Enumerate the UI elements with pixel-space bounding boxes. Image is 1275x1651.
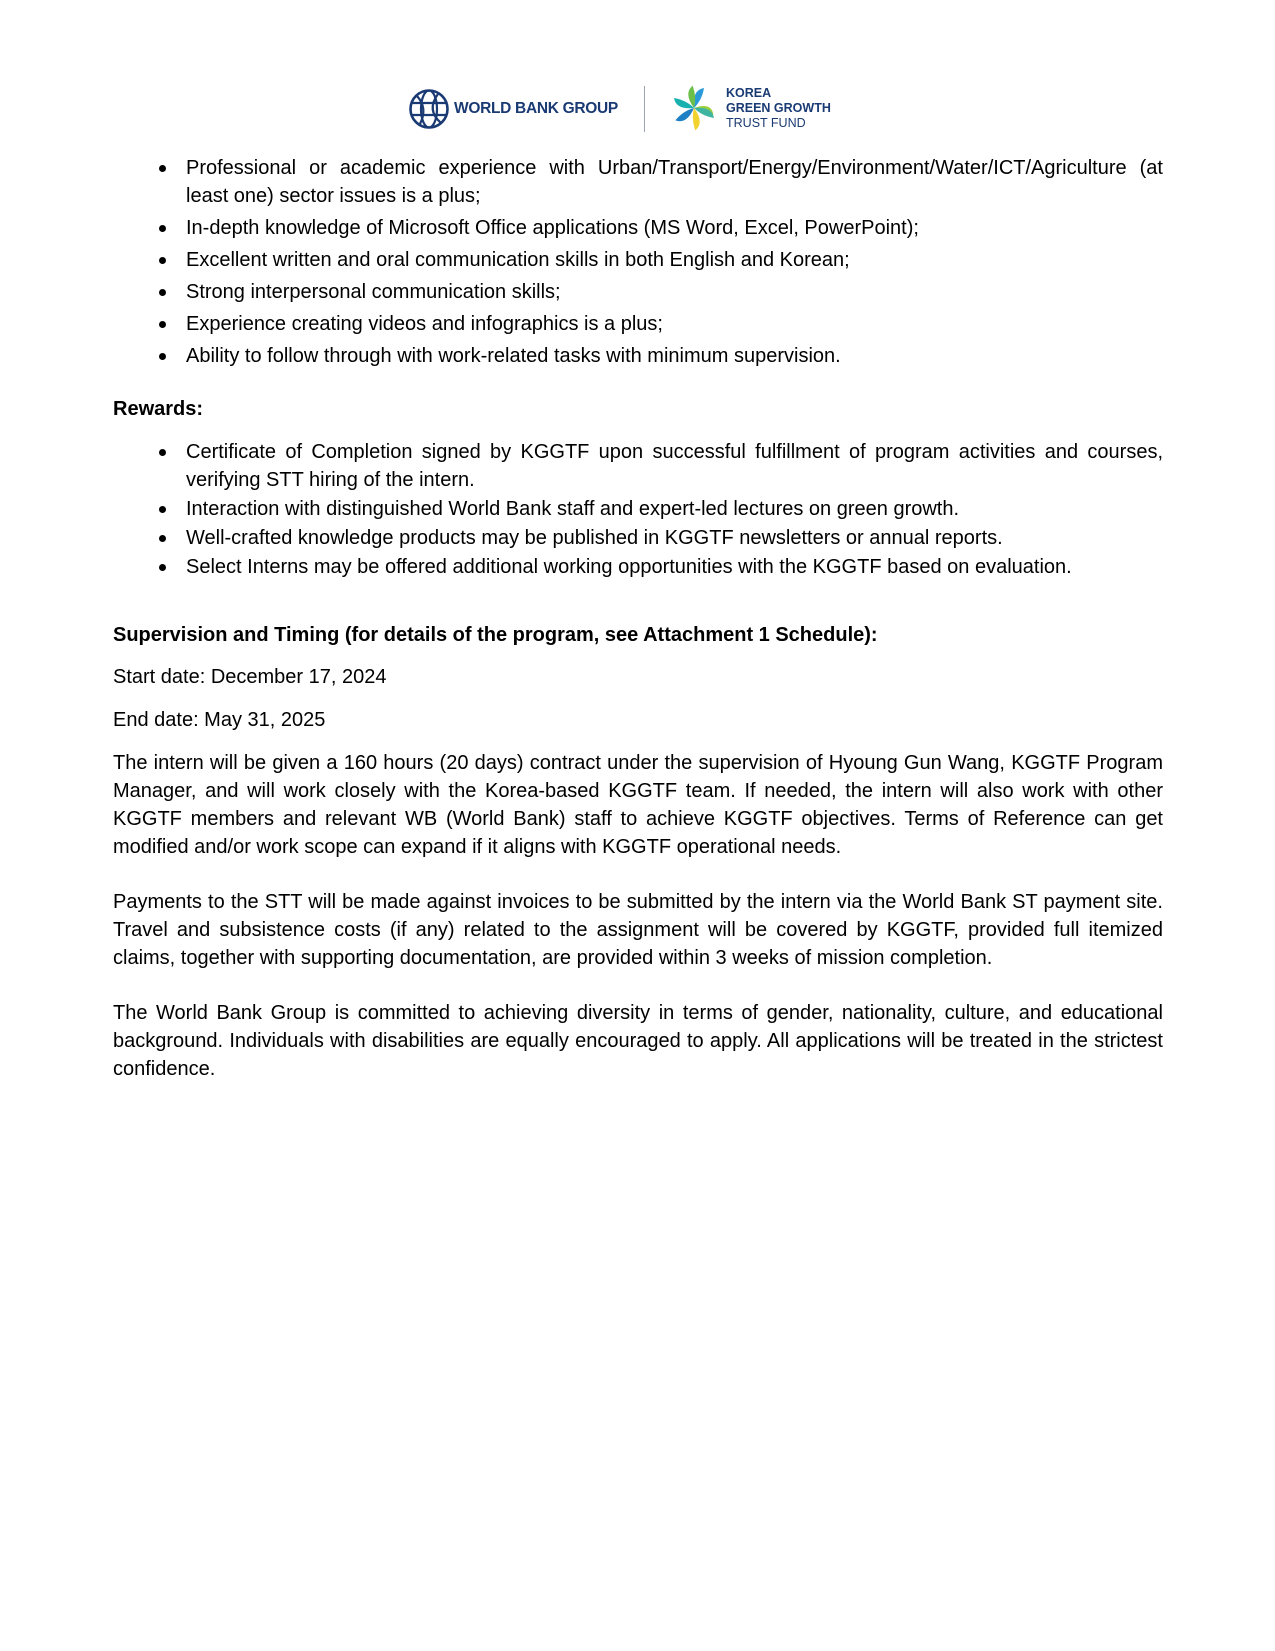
list-item: Professional or academic experience with Urban/Transport/Energy/Environment/Water/ICT/Agriculture (at least one) sector issues is a plus; <box>113 154 1163 210</box>
kggtf-logo <box>670 84 831 132</box>
list-item: Certificate of Completion signed by KGGTF upon successful fulfillment of program activities and courses, verifying STT hiring of the intern. <box>113 438 1163 494</box>
list-item: Select Interns may be offered additional working opportunities with the KGGTF based on evaluation. <box>113 553 1163 581</box>
world-bank-group-logo <box>408 88 618 130</box>
payments-paragraph: Payments to the STT will be made against invoices to be submitted by the intern via the World Bank ST payment site. Travel and subsistence costs (if any) related to the assignment will be covered by KGGTF, provided full itemized claims, together with supporting documentation, are provided within 3 weeks of mission completion. <box>113 891 1163 969</box>
list-item: Ability to follow through with work-related tasks with minimum supervision. <box>113 342 1163 370</box>
rewards-heading: Rewards: <box>113 398 204 420</box>
list-item: In-depth knowledge of Microsoft Office applications (MS Word, Excel, PowerPoint); <box>113 214 1163 242</box>
list-item: Experience creating videos and infographics is a plus; <box>113 310 1163 338</box>
kggtf-line-trust-fund: TRUST FUND <box>726 115 806 130</box>
globe-icon <box>408 88 450 130</box>
end-date: End date: May 31, 2025 <box>113 709 326 731</box>
start-date: Start date: December 17, 2024 <box>113 666 387 688</box>
page-header <box>408 84 848 134</box>
list-item: Interaction with distinguished World Bank staff and expert-led lectures on green growth. <box>113 495 1163 523</box>
list-item: Well-crafted knowledge products may be published in KGGTF newsletters or annual reports. <box>113 524 1163 552</box>
contract-paragraph: The intern will be given a 160 hours (20 days) contract under the supervision of Hyoung Gun Wang, KGGTF Program Manager, and will work closely with the Korea-based KGGTF team. If needed, the intern will also work with other KGGTF members and relevant WB (World Bank) staff to achieve KGGTF objectives. Terms of Reference can get modified and/or work scope can expand if it aligns with KGGTF operational needs. <box>113 752 1163 858</box>
document-body <box>113 154 1163 1083</box>
diversity-paragraph: The World Bank Group is committed to achieving diversity in terms of gender, nationality, culture, and educational background. Individuals with disabilities are equally encouraged to apply. All applications will be treated in the strictest confidence. <box>113 1002 1163 1080</box>
list-item: Excellent written and oral communication skills in both English and Korean; <box>113 246 1163 274</box>
kggtf-wordmark <box>726 86 831 131</box>
list-item: Strong interpersonal communication skills; <box>113 278 1163 306</box>
supervision-heading: Supervision and Timing (for details of the program, see Attachment 1 Schedule): <box>113 624 878 646</box>
world-bank-group-wordmark: WORLD BANK GROUP <box>454 100 618 117</box>
qualifications-list <box>113 154 1163 370</box>
kggtf-line-korea: KOREA <box>726 85 772 100</box>
kggtf-line-green-growth: GREEN GROWTH <box>726 100 831 115</box>
rewards-list <box>113 438 1163 581</box>
kggtf-pinwheel-icon <box>670 84 718 132</box>
logo-divider <box>644 86 645 132</box>
